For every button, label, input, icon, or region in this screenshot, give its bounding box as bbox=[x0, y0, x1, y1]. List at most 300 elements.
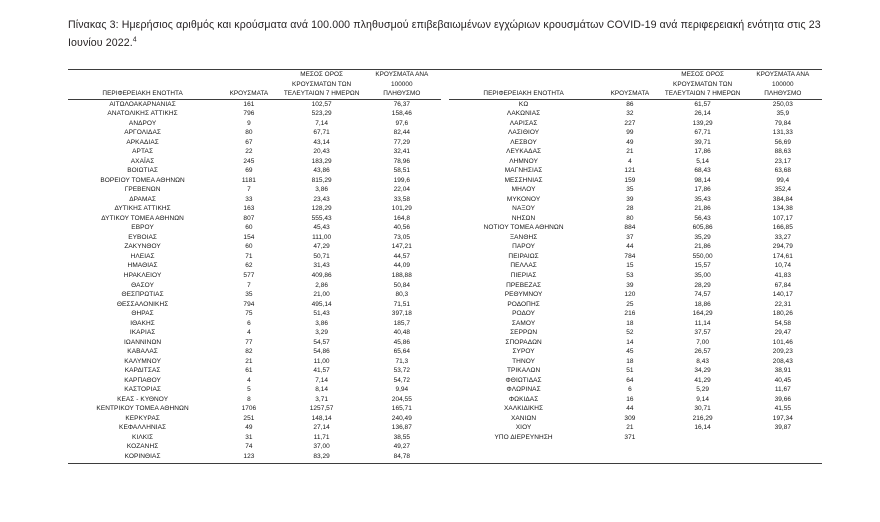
cell-rate: 294,79 bbox=[772, 243, 793, 251]
column-header-rate-line2: ΠΛΗΘΥΣΜΟ bbox=[383, 89, 421, 97]
cell-name: ΗΜΑΘΙΑΣ bbox=[127, 262, 158, 270]
cell-cases: 5 bbox=[247, 386, 251, 394]
cell-avg7: 45,43 bbox=[313, 224, 330, 232]
cell-name: ΚΑΡΔΙΤΣΑΣ bbox=[124, 367, 161, 375]
table-row bbox=[68, 395, 441, 405]
cell-name: ΒΟΡΕΙΟΥ ΤΟΜΕΑ ΑΘΗΝΩΝ bbox=[100, 176, 185, 184]
cell-avg7: 815,29 bbox=[311, 176, 332, 184]
cell-rate: 58,51 bbox=[393, 167, 411, 175]
cell-name: ΚΟΡΙΝΘΙΑΣ bbox=[124, 452, 161, 460]
cell-cases: 18 bbox=[626, 319, 634, 327]
cell-rate: 180,26 bbox=[772, 310, 793, 318]
cell-avg7: 409,86 bbox=[311, 272, 332, 279]
column-header-avg7-line2: ΚΡΟΥΣΜΑΤΩΝ ΤΩΝ bbox=[292, 80, 352, 88]
cell-rate: 38,91 bbox=[774, 367, 792, 375]
cell-cases: 22 bbox=[245, 148, 253, 156]
cell-rate: 22,04 bbox=[393, 186, 411, 194]
cell-cases: 1706 bbox=[241, 405, 257, 413]
cell-cases: 39 bbox=[626, 281, 634, 289]
table-row bbox=[68, 433, 441, 443]
table-left-head bbox=[68, 70, 441, 99]
cell-rate: 240,49 bbox=[391, 414, 412, 422]
cell-rate: 54,72 bbox=[393, 376, 411, 384]
cell-name: ΡΟΔΟΥ bbox=[512, 310, 536, 318]
cell-rate: 40,45 bbox=[774, 376, 792, 384]
column-header-avg7-line2: ΚΡΟΥΣΜΑΤΩΝ ΤΩΝ bbox=[673, 80, 733, 88]
column-header-rate-line2: ΠΛΗΘΥΣΜΟ bbox=[764, 89, 802, 97]
table-row bbox=[68, 271, 441, 281]
cell-avg7: 31,43 bbox=[313, 262, 330, 270]
covid-region-table bbox=[68, 69, 822, 464]
cell-cases: 64 bbox=[626, 376, 634, 384]
cell-avg7: 23,43 bbox=[313, 195, 330, 203]
cell-rate: 53,72 bbox=[393, 367, 411, 375]
cell-avg7: 51,43 bbox=[313, 310, 330, 318]
cell-cases: 161 bbox=[243, 100, 255, 108]
cell-rate: 73,05 bbox=[393, 233, 411, 241]
table-row bbox=[68, 385, 441, 395]
cell-cases: 796 bbox=[243, 110, 255, 118]
cell-cases: 52 bbox=[626, 329, 634, 337]
column-header-region-label: ΠΕΡΙΦΕΡΕΙΑΚΗ ΕΝΟΤΗΤΑ bbox=[102, 89, 183, 97]
cell-name: ΚΩ bbox=[518, 100, 529, 108]
column-header-avg7-line1: ΜΕΣΟΣ ΟΡΟΣ bbox=[300, 71, 343, 79]
cell-avg7: 216,29 bbox=[692, 414, 713, 422]
cell-name: ΜΗΛΟΥ bbox=[511, 186, 536, 194]
cell-rate: 67,84 bbox=[774, 281, 792, 289]
cell-name: ΠΑΡΟΥ bbox=[512, 243, 536, 251]
cell-name: ΧΙΟΥ bbox=[515, 424, 532, 432]
cell-cases: 21 bbox=[626, 424, 634, 432]
cell-cases: 62 bbox=[245, 262, 253, 270]
cell-rate: 54,58 bbox=[774, 319, 792, 327]
cell-cases: 74 bbox=[245, 443, 253, 451]
cell-cases: 577 bbox=[243, 272, 255, 279]
table-panels bbox=[68, 70, 822, 461]
cell-name: ΚΟΖΑΝΗΣ bbox=[126, 443, 159, 451]
cell-avg7: 37,57 bbox=[694, 329, 711, 337]
cell-name: ΛΑΚΩΝΙΑΣ bbox=[506, 110, 541, 118]
cell-name: ΚΑΣΤΟΡΙΑΣ bbox=[124, 386, 161, 394]
cell-cases: 49 bbox=[626, 138, 634, 146]
cell-cases: 33 bbox=[245, 195, 253, 203]
cell-empty bbox=[744, 452, 822, 462]
cell-name: ΑΡΤΑΣ bbox=[132, 148, 154, 156]
cell-avg7: 8,43 bbox=[696, 357, 709, 365]
table-row bbox=[68, 319, 441, 329]
cell-avg7: 11,00 bbox=[313, 357, 330, 365]
cell-rate: 166,85 bbox=[772, 224, 793, 232]
cell-name: ΛΗΜΝΟΥ bbox=[509, 157, 538, 165]
cell-name: ΤΗΝΟΥ bbox=[512, 357, 536, 365]
cell-name: ΛΑΡΙΣΑΣ bbox=[509, 119, 538, 127]
cell-cases: 8 bbox=[247, 395, 251, 403]
cell-cases: 32 bbox=[626, 110, 634, 118]
cell-avg7: 1257,57 bbox=[309, 405, 334, 413]
column-header-rate-line1: ΚΡΟΥΣΜΑΤΑ ΑΝΑ 100000 bbox=[375, 71, 429, 88]
table-row bbox=[68, 166, 441, 176]
cell-name: ΓΡΕΒΕΝΩΝ bbox=[124, 186, 161, 194]
table-left-body bbox=[68, 99, 441, 461]
cell-rate: 147,21 bbox=[391, 243, 412, 251]
cell-cases: 80 bbox=[245, 129, 253, 137]
table-row bbox=[68, 261, 441, 271]
cell-rate: 165,71 bbox=[391, 405, 412, 413]
cell-cases: 53 bbox=[626, 272, 634, 279]
cell-avg7: 9,14 bbox=[696, 395, 709, 403]
cell-name: ΙΘΑΚΗΣ bbox=[130, 319, 155, 327]
cell-avg7: 74,57 bbox=[694, 291, 711, 299]
cell-rate: 140,17 bbox=[772, 291, 793, 299]
cell-rate: 35,9 bbox=[776, 110, 790, 118]
table-row bbox=[449, 204, 822, 214]
table-row bbox=[68, 300, 441, 310]
cell-rate: 45,86 bbox=[393, 338, 411, 346]
cell-name: ΚΑΛΥΜΝΟΥ bbox=[124, 357, 161, 365]
table-row bbox=[449, 223, 822, 233]
cell-name: ΤΡΙΚΑΛΩΝ bbox=[506, 367, 541, 375]
cell-rate: 33,58 bbox=[393, 195, 411, 203]
cell-rate: 22,31 bbox=[774, 300, 792, 308]
column-header-avg7-line1: ΜΕΣΟΣ ΟΡΟΣ bbox=[681, 71, 724, 79]
table-row bbox=[449, 376, 822, 386]
table-caption-text: Πίνακας 3: Ημερήσιος αριθμός και κρούσματα ανά 100.000 πληθυσμού επιβεβαιωμένων εγχώριων κρουσμάτων COVID-19 ανά περιφερειακή ενότητα στις 23 Ιουνίου 2022. bbox=[68, 19, 821, 50]
cell-cases: 35 bbox=[626, 186, 634, 194]
column-header-avg7 bbox=[662, 70, 744, 99]
table-header-row bbox=[449, 70, 822, 99]
column-header-region bbox=[68, 70, 217, 99]
cell-rate: 32,41 bbox=[393, 148, 411, 156]
cell-cases: 45 bbox=[626, 348, 634, 356]
cell-rate: 65,64 bbox=[393, 348, 411, 356]
cell-rate: 82,44 bbox=[393, 129, 411, 137]
cell-rate: 101,29 bbox=[391, 205, 412, 213]
cell-name: ΠΕΛΛΑΣ bbox=[510, 262, 537, 270]
cell-avg7: 26,57 bbox=[694, 348, 711, 356]
cell-rate: 197,34 bbox=[772, 414, 793, 422]
table-row bbox=[68, 109, 441, 119]
cell-rate: 79,84 bbox=[774, 119, 792, 127]
cell-name: ΚΑΡΠΑΘΟΥ bbox=[124, 376, 161, 384]
table-row bbox=[449, 290, 822, 300]
column-header-rate-line1: ΚΡΟΥΣΜΑΤΑ ΑΝΑ 100000 bbox=[756, 71, 810, 88]
cell-rate: 39,87 bbox=[774, 424, 792, 432]
table-header-row bbox=[68, 70, 441, 99]
cell-name: ΑΝΑΤΟΛΙΚΗΣ ΑΤΤΙΚΗΣ bbox=[107, 110, 178, 118]
column-header-avg7 bbox=[281, 70, 363, 99]
cell-rate: 40,56 bbox=[393, 224, 411, 232]
cell-avg7: 35,00 bbox=[694, 272, 711, 279]
table-row bbox=[449, 261, 822, 271]
cell-name: ΝΟΤΙΟΥ ΤΟΜΕΑ ΑΘΗΝΩΝ bbox=[483, 224, 564, 232]
table-row bbox=[68, 147, 441, 157]
cell-name: ΠΙΕΡΙΑΣ bbox=[510, 272, 537, 279]
cell-cases: 80 bbox=[626, 214, 634, 222]
cell-rate: 71,51 bbox=[393, 300, 411, 308]
cell-cases: 16 bbox=[626, 395, 634, 403]
cell-cases: 245 bbox=[243, 157, 255, 165]
cell-cases: 1181 bbox=[241, 176, 256, 184]
table-row bbox=[449, 185, 822, 195]
table-row bbox=[449, 157, 822, 167]
cell-cases: 61 bbox=[245, 367, 253, 375]
cell-name: ΠΡΕΒΕΖΑΣ bbox=[506, 281, 542, 289]
cell-rate: 38,55 bbox=[393, 433, 411, 441]
cell-cases: 60 bbox=[245, 224, 253, 232]
cell-avg7: 98,14 bbox=[694, 176, 711, 184]
cell-avg7: 47,29 bbox=[313, 243, 330, 251]
cell-rate: 101,46 bbox=[772, 338, 793, 346]
cell-cases: 75 bbox=[245, 310, 253, 318]
column-header-cases bbox=[598, 70, 661, 99]
table-row bbox=[449, 300, 822, 310]
table-row bbox=[449, 271, 822, 281]
cell-rate: 136,87 bbox=[391, 424, 412, 432]
table-row bbox=[68, 414, 441, 424]
table-row bbox=[68, 347, 441, 357]
cell-avg7: 26,14 bbox=[694, 110, 711, 118]
cell-avg7: 128,29 bbox=[311, 205, 332, 213]
table-bottom-rule bbox=[68, 463, 822, 464]
table-row bbox=[68, 376, 441, 386]
cell-rate: 209,23 bbox=[772, 348, 793, 356]
cell-avg7: 8,14 bbox=[315, 386, 328, 394]
table-row bbox=[68, 252, 441, 262]
cell-rate: 158,46 bbox=[391, 110, 412, 118]
table-row bbox=[449, 119, 822, 129]
cell-avg7: 35,29 bbox=[694, 233, 711, 241]
cell-avg7: 605,86 bbox=[692, 224, 713, 232]
cell-avg7: 15,57 bbox=[694, 262, 711, 270]
cell-rate: 80,3 bbox=[395, 291, 409, 299]
cell-empty bbox=[598, 442, 661, 452]
table-left bbox=[68, 70, 441, 461]
table-row bbox=[449, 128, 822, 138]
table-row bbox=[449, 233, 822, 243]
cell-rate: 88,63 bbox=[774, 148, 792, 156]
cell-cases: 121 bbox=[624, 167, 636, 175]
footnote-marker: 4 bbox=[132, 36, 137, 44]
cell-name: ΜΑΓΝΗΣΙΑΣ bbox=[504, 167, 543, 175]
cell-name: ΘΑΣΟΥ bbox=[131, 281, 155, 289]
cell-cases: 21 bbox=[245, 357, 253, 365]
cell-name: ΒΟΙΩΤΙΑΣ bbox=[127, 167, 158, 175]
column-header-avg7-line3: ΤΕΛΕΥΤΑΙΩΝ 7 ΗΜΕΡΩΝ bbox=[664, 89, 741, 97]
table-row bbox=[449, 109, 822, 119]
table-row bbox=[68, 290, 441, 300]
table-row bbox=[449, 395, 822, 405]
cell-cases: 309 bbox=[624, 414, 636, 422]
cell-name: ΝΗΣΩΝ bbox=[511, 214, 536, 222]
cell-avg7: 148,14 bbox=[311, 414, 332, 422]
table-row bbox=[68, 223, 441, 233]
cell-cases: 123 bbox=[243, 452, 255, 460]
cell-avg7: 5,29 bbox=[696, 386, 709, 394]
cell-rate: 134,38 bbox=[772, 205, 793, 213]
table-row bbox=[449, 147, 822, 157]
cell-avg7: 11,14 bbox=[694, 319, 711, 327]
cell-rate: 44,57 bbox=[393, 252, 411, 260]
cell-name: ΚΕΡΚΥΡΑΣ bbox=[125, 414, 160, 422]
cell-name: ΡΟΔΟΠΗΣ bbox=[507, 300, 540, 308]
cell-cases: 49 bbox=[245, 424, 253, 432]
cell-name: ΦΩΚΙΔΑΣ bbox=[508, 395, 539, 403]
table-row bbox=[449, 414, 822, 424]
cell-avg7: 41,57 bbox=[313, 367, 330, 375]
cell-name: ΦΛΩΡΙΝΑΣ bbox=[506, 386, 541, 394]
cell-cases: 14 bbox=[626, 338, 634, 346]
cell-name: ΧΑΝΙΩΝ bbox=[510, 414, 537, 422]
table-row bbox=[449, 423, 822, 433]
cell-avg7 bbox=[662, 433, 744, 443]
cell-rate: 384,84 bbox=[772, 195, 793, 203]
cell-cases: 120 bbox=[624, 291, 636, 299]
cell-empty bbox=[449, 452, 598, 462]
cell-cases: 67 bbox=[245, 138, 253, 146]
cell-cases: 44 bbox=[626, 243, 634, 251]
cell-avg7: 164,29 bbox=[692, 310, 713, 318]
cell-name: ΙΚΑΡΙΑΣ bbox=[129, 329, 156, 337]
table-row bbox=[449, 281, 822, 291]
cell-avg7: 17,86 bbox=[694, 186, 711, 194]
cell-name: ΞΑΝΘΗΣ bbox=[509, 233, 538, 241]
cell-cases: 4 bbox=[247, 329, 251, 337]
table-row bbox=[449, 347, 822, 357]
table-row bbox=[449, 338, 822, 348]
cell-rate: 10,74 bbox=[774, 262, 792, 270]
table-row bbox=[68, 233, 441, 243]
table-row bbox=[449, 166, 822, 176]
cell-name: ΚΑΒΑΛΑΣ bbox=[127, 348, 158, 356]
cell-rate bbox=[744, 433, 822, 443]
table-row bbox=[68, 281, 441, 291]
cell-cases: 884 bbox=[624, 224, 636, 232]
cell-cases: 71 bbox=[245, 252, 253, 260]
cell-avg7: 523,29 bbox=[311, 110, 332, 118]
cell-avg7: 183,29 bbox=[311, 157, 332, 165]
cell-name: ΚΕΝΤΡΙΚΟΥ ΤΟΜΕΑ ΑΘΗΝΩΝ bbox=[96, 405, 189, 413]
cell-rate: 250,03 bbox=[772, 100, 793, 108]
cell-avg7: 3,86 bbox=[315, 319, 328, 327]
column-header-cases bbox=[217, 70, 280, 99]
cell-rate: 97,6 bbox=[395, 119, 409, 127]
cell-name: ΕΥΒΟΙΑΣ bbox=[128, 233, 157, 241]
cell-cases: 82 bbox=[245, 348, 253, 356]
cell-name: ΧΑΛΚΙΔΙΚΗΣ bbox=[504, 405, 544, 413]
cell-cases: 227 bbox=[624, 119, 636, 127]
table-row-spacer bbox=[449, 452, 822, 462]
cell-rate: 131,33 bbox=[772, 129, 793, 137]
cell-rate: 40,48 bbox=[393, 329, 411, 337]
cell-cases: 86 bbox=[626, 100, 634, 108]
cell-rate: 199,6 bbox=[393, 176, 411, 184]
cell-cases: 39 bbox=[626, 195, 634, 203]
cell-name: ΙΩΑΝΝΙΝΩΝ bbox=[124, 338, 162, 346]
cell-cases: 99 bbox=[626, 129, 634, 137]
table-row bbox=[68, 195, 441, 205]
cell-name: ΣΑΜΟΥ bbox=[511, 319, 536, 327]
cell-avg7: 68,43 bbox=[694, 167, 711, 175]
table-row bbox=[449, 214, 822, 224]
column-header-region-label: ΠΕΡΙΦΕΡΕΙΑΚΗ ΕΝΟΤΗΤΑ bbox=[483, 89, 564, 97]
column-header-cases-label: ΚΡΟΥΣΜΑΤΑ bbox=[610, 89, 650, 97]
cell-avg7: 555,43 bbox=[311, 214, 332, 222]
cell-cases: 21 bbox=[626, 148, 634, 156]
table-row bbox=[449, 309, 822, 319]
cell-cases: 25 bbox=[626, 300, 634, 308]
cell-rate: 204,55 bbox=[391, 395, 412, 403]
table-row bbox=[449, 176, 822, 186]
cell-name: ΚΙΛΚΙΣ bbox=[132, 433, 154, 441]
cell-avg7: 43,14 bbox=[313, 138, 330, 146]
cell-avg7: 54,57 bbox=[313, 338, 330, 346]
cell-cases: 6 bbox=[628, 386, 632, 394]
cell-avg7: 34,29 bbox=[694, 367, 711, 375]
table-row bbox=[449, 357, 822, 367]
cell-cases: 37 bbox=[626, 233, 634, 241]
cell-avg7: 16,14 bbox=[694, 424, 711, 432]
table-row bbox=[449, 138, 822, 148]
cell-rate: 352,4 bbox=[774, 186, 792, 194]
cell-cases: 51 bbox=[626, 367, 634, 375]
table-row bbox=[68, 138, 441, 148]
cell-rate: 23,17 bbox=[774, 157, 792, 165]
table-row bbox=[68, 452, 441, 462]
cell-avg7: 5,14 bbox=[696, 157, 709, 165]
column-header-cases-label: ΚΡΟΥΣΜΑΤΑ bbox=[229, 89, 269, 97]
cell-avg7: 550,00 bbox=[692, 252, 713, 260]
cell-name: ΑΡΚΑΔΙΑΣ bbox=[126, 138, 159, 146]
cell-rate: 78,96 bbox=[393, 157, 411, 165]
cell-rate: 99,4 bbox=[776, 176, 790, 184]
cell-rate: 29,47 bbox=[774, 329, 792, 337]
cell-avg7: 495,14 bbox=[311, 300, 332, 308]
cell-rate: 49,27 bbox=[393, 443, 411, 451]
cell-name: ΘΕΣΣΑΛΟΝΙΚΗΣ bbox=[116, 300, 169, 308]
cell-name: ΕΒΡΟΥ bbox=[131, 224, 154, 232]
cell-avg7: 56,43 bbox=[694, 214, 711, 222]
cell-name: ΑΡΓΟΛΙΔΑΣ bbox=[124, 129, 161, 137]
cell-cases: 371 bbox=[624, 433, 636, 441]
cell-cases: 4 bbox=[628, 157, 632, 165]
cell-avg7: 102,57 bbox=[311, 100, 332, 108]
table-row bbox=[68, 338, 441, 348]
cell-rate: 185,7 bbox=[393, 319, 411, 327]
table-row bbox=[68, 423, 441, 433]
column-header-avg7-line3: ΤΕΛΕΥΤΑΙΩΝ 7 ΗΜΕΡΩΝ bbox=[283, 89, 360, 97]
table-row bbox=[68, 99, 441, 109]
cell-avg7: 7,14 bbox=[315, 119, 328, 127]
cell-name: ΔΥΤΙΚΗΣ ΑΤΤΙΚΗΣ bbox=[114, 205, 171, 213]
table-row bbox=[68, 242, 441, 252]
cell-name: ΝΑΞΟΥ bbox=[512, 205, 535, 213]
cell-cases: 784 bbox=[624, 252, 636, 260]
cell-cases: 159 bbox=[624, 176, 636, 184]
cell-name: ΣΥΡΟΥ bbox=[512, 348, 535, 356]
cell-cases: 9 bbox=[247, 119, 251, 127]
cell-rate: 9,94 bbox=[395, 386, 409, 394]
cell-name: ΚΕΑΣ - ΚΥΘΝΟΥ bbox=[117, 395, 169, 403]
table-right bbox=[449, 70, 822, 461]
cell-cases: 60 bbox=[245, 243, 253, 251]
table-row bbox=[449, 328, 822, 338]
cell-rate: 56,69 bbox=[774, 138, 792, 146]
cell-avg7: 67,71 bbox=[694, 129, 711, 137]
cell-avg7: 35,43 bbox=[694, 195, 711, 203]
cell-avg7: 111,00 bbox=[312, 233, 332, 241]
cell-avg7: 50,71 bbox=[313, 252, 330, 260]
cell-cases: 77 bbox=[245, 338, 253, 346]
